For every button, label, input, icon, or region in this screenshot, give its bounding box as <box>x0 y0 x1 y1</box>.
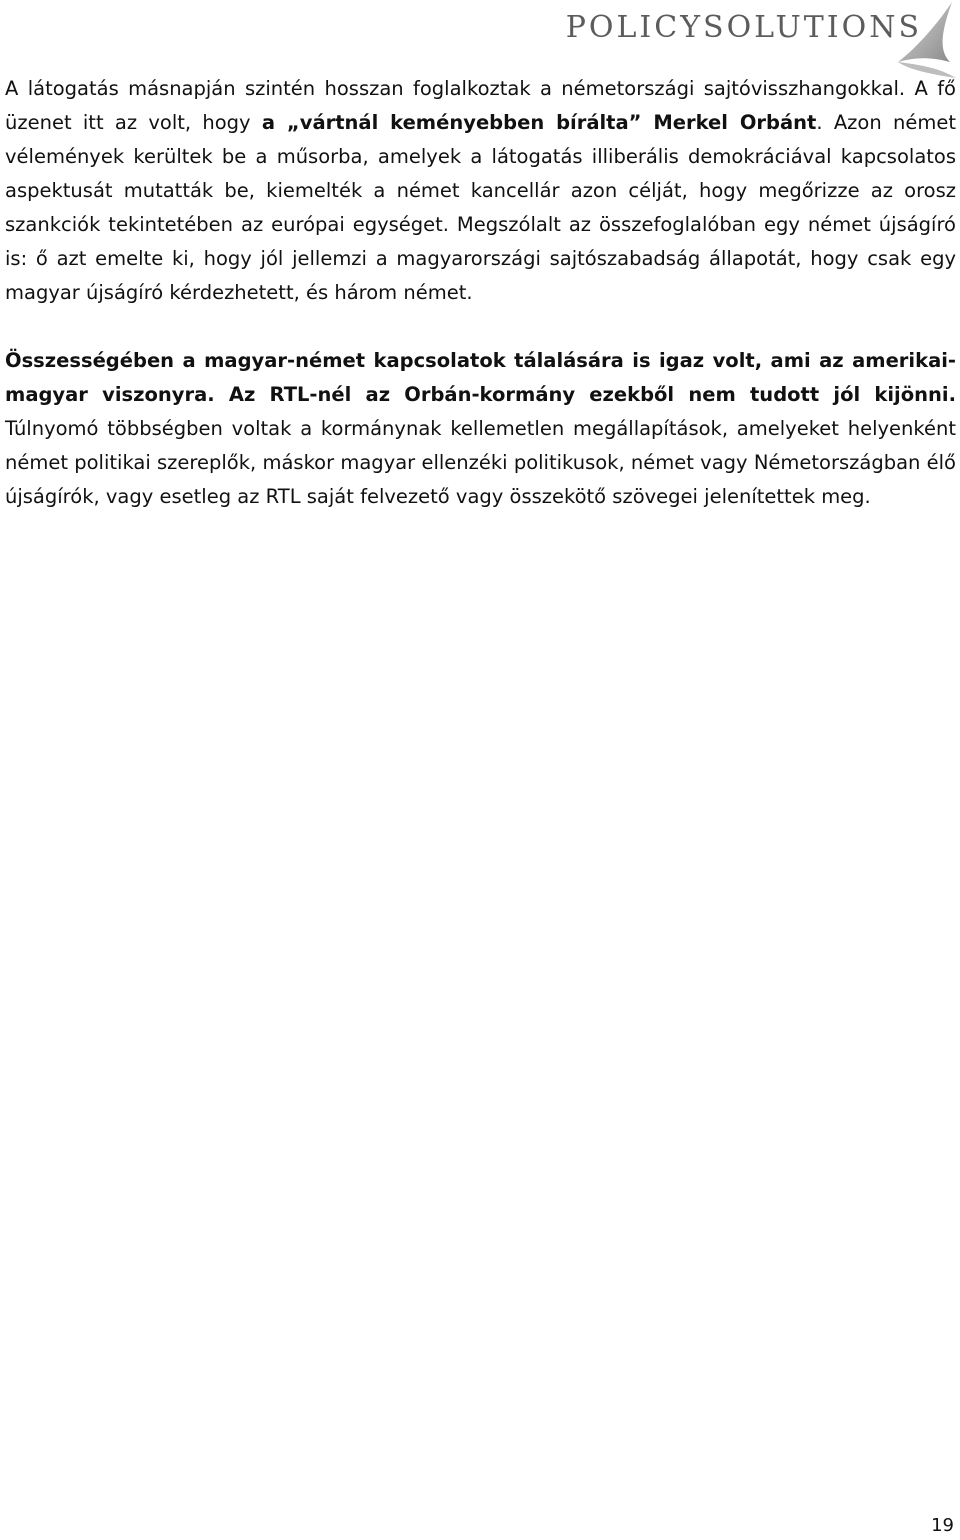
logo-swoosh-icon <box>890 0 960 80</box>
paragraph-1 <box>5 72 956 310</box>
header <box>565 0 960 80</box>
document-body <box>5 72 956 514</box>
paragraph-1-text-2: . Azon német vélemények kerültek be a műsorba, amelyek a látogatás illiberális demokráciával kapcsolatos aspektusát mutatták be, kiemelték a német kancellár azon célját, hogy megőrizze az orosz szankciók tekintetében az európai egységet. Megszólalt az összefoglalóban egy német újságíró is: ő azt emelte ki, hogy jól jellemzi a magyarországi sajtószabadság állapotát, hogy csak egy magyar újságíró kérdezhetett, és három német. <box>5 111 956 304</box>
paragraph-2 <box>5 344 956 514</box>
paragraph-1-emphasis: a „vártnál keményebben bírálta” Merkel Orbánt <box>261 111 817 134</box>
logo-text: POLICYSOLUTIONS <box>565 10 922 45</box>
paragraph-1-text-1: A látogatás másnapján szintén hosszan foglalkoztak a németországi sajtóvisszhangokkal. A fő üzenet itt az volt, hogy <box>5 77 956 134</box>
paragraph-2-text: Túlnyomó többségben voltak a kormánynak kellemetlen megállapítások, amelyeket helyenként német politikai szereplők, máskor magyar ellenzéki politikusok, német vagy Németországban élő újságírók, vagy esetleg az RTL saját felvezető vagy összekötő szövegei jelenítettek meg. <box>5 417 956 508</box>
paragraph-2-emphasis: Összességében a magyar-német kapcsolatok tálalására is igaz volt, ami az amerikai-magyar viszonyra. Az RTL-nél az Orbán-kormány ezekből nem tudott jól kijönni. <box>5 349 956 406</box>
page-number: 19 <box>931 1515 954 1536</box>
